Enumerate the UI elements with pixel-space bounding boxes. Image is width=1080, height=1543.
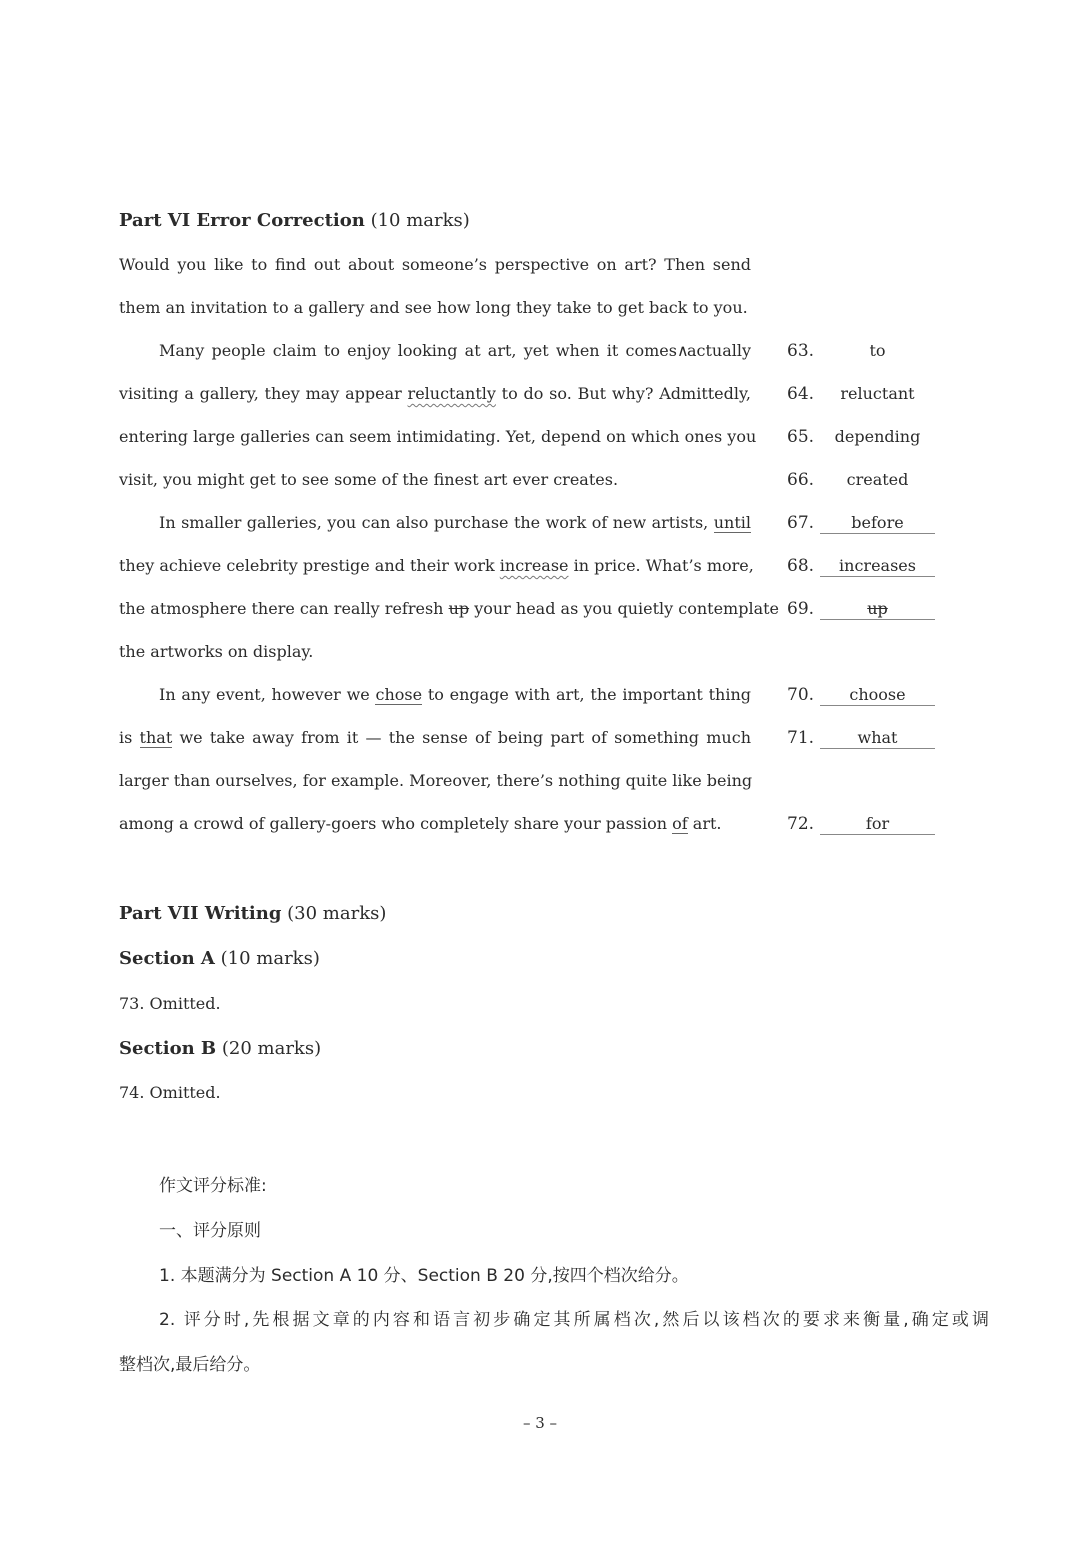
section-a-heading: [119, 948, 320, 969]
error-word-reluctantly: reluctantly: [407, 384, 496, 403]
answer-text: to: [869, 341, 886, 360]
error-word-chose: chose: [375, 685, 423, 704]
section-b-item: 74. Omitted.: [119, 1083, 221, 1102]
answer-text: for: [820, 814, 935, 835]
answer-text: created: [846, 470, 909, 489]
error-word-of: of: [672, 814, 688, 833]
passage-line-7: In smaller galleries, you can also purchase the work of new artists, until: [159, 513, 751, 532]
answer-text: depending: [834, 427, 921, 446]
error-word-until: until: [713, 513, 751, 532]
part7-heading: [119, 903, 386, 924]
answer-text: increases: [820, 556, 935, 577]
passage-line-2: them an invitation to a gallery and see how long they take to get back to you.: [119, 298, 748, 317]
passage-line-5: entering large galleries can seem intimidating. Yet, depend on which ones you: [119, 427, 757, 446]
answer-number: 71.: [787, 728, 815, 748]
passage-line-9: the atmosphere there can really refresh up your head as you quietly contemplate: [119, 599, 780, 618]
error-word-up: up: [448, 599, 470, 618]
answer-number: 63.: [787, 341, 815, 361]
answer-number: 67.: [787, 513, 815, 533]
passage-line-13: larger than ourselves, for example. Moreover, there’s nothing quite like being: [119, 771, 753, 790]
answer-number: 65.: [787, 427, 815, 447]
section-a-title: Section A: [119, 948, 215, 969]
passage-line-11: In any event, however we chose to engage with art, the important thing: [159, 685, 752, 704]
part6-marks: (10 marks): [370, 210, 470, 231]
answer-number: 69.: [787, 599, 815, 619]
passage-line-14: among a crowd of gallery-goers who completely share your passion of art.: [119, 814, 722, 833]
answer-number: 66.: [787, 470, 815, 490]
answer-number: 68.: [787, 556, 815, 576]
insertion-caret: ∧: [676, 341, 689, 360]
scoring-principle-1: 1. 本题满分为 Section A 10 分、Section B 20 分,按四个档次给分。: [159, 1266, 689, 1286]
answer-text: before: [820, 513, 935, 534]
passage-line-8: they achieve celebrity prestige and their work increase in price. What’s more,: [119, 556, 754, 575]
passage-line-3: Many people claim to enjoy looking at art, yet when it comes∧actually: [159, 341, 751, 360]
section-a-marks: (10 marks): [220, 948, 320, 969]
answer-number: 72.: [787, 814, 815, 834]
section-b-title: Section B: [119, 1038, 217, 1059]
answer-text: reluctant: [840, 384, 915, 403]
scoring-principle-2-cont: 整档次,最后给分。: [119, 1355, 261, 1375]
part7-marks: (30 marks): [287, 903, 387, 924]
passage-line-10: the artworks on display.: [119, 642, 314, 661]
passage-line-6: visit, you might get to see some of the finest art ever creates.: [119, 470, 619, 489]
scoring-subtitle: 一、评分原则: [159, 1221, 261, 1241]
part7-title: Part VII Writing: [119, 903, 282, 924]
part6-heading: [119, 210, 470, 231]
scoring-title: 作文评分标准:: [159, 1176, 267, 1196]
answer-number: 64.: [787, 384, 815, 404]
passage-line-1: Would you like to find out about someone’s perspective on art? Then send: [119, 255, 751, 274]
passage-line-4: visiting a gallery, they may appear reluctantly to do so. But why? Admittedly,: [119, 384, 752, 403]
part6-title: Part VI Error Correction: [119, 210, 365, 231]
scoring-principle-2: 2. 评分时,先根据文章的内容和语言初步确定其所属档次,然后以该档次的要求来衡量,确定或调: [159, 1310, 989, 1330]
answer-text: what: [820, 728, 935, 749]
passage-line-12: is that we take away from it — the sense of being part of something much: [119, 728, 751, 747]
error-word-increase: increase: [499, 556, 569, 575]
error-word-creates: creates: [553, 470, 613, 489]
error-word-depend: depend: [541, 427, 601, 446]
answer-text: choose: [820, 685, 935, 706]
answer-number: 70.: [787, 685, 815, 705]
section-b-marks: (20 marks): [221, 1038, 322, 1059]
error-word-that: that: [139, 728, 173, 747]
answer-text: up: [820, 599, 935, 620]
page-number: – 3 –: [522, 1414, 558, 1432]
section-a-item: 73. Omitted.: [119, 994, 221, 1013]
section-b-heading: [119, 1038, 321, 1059]
